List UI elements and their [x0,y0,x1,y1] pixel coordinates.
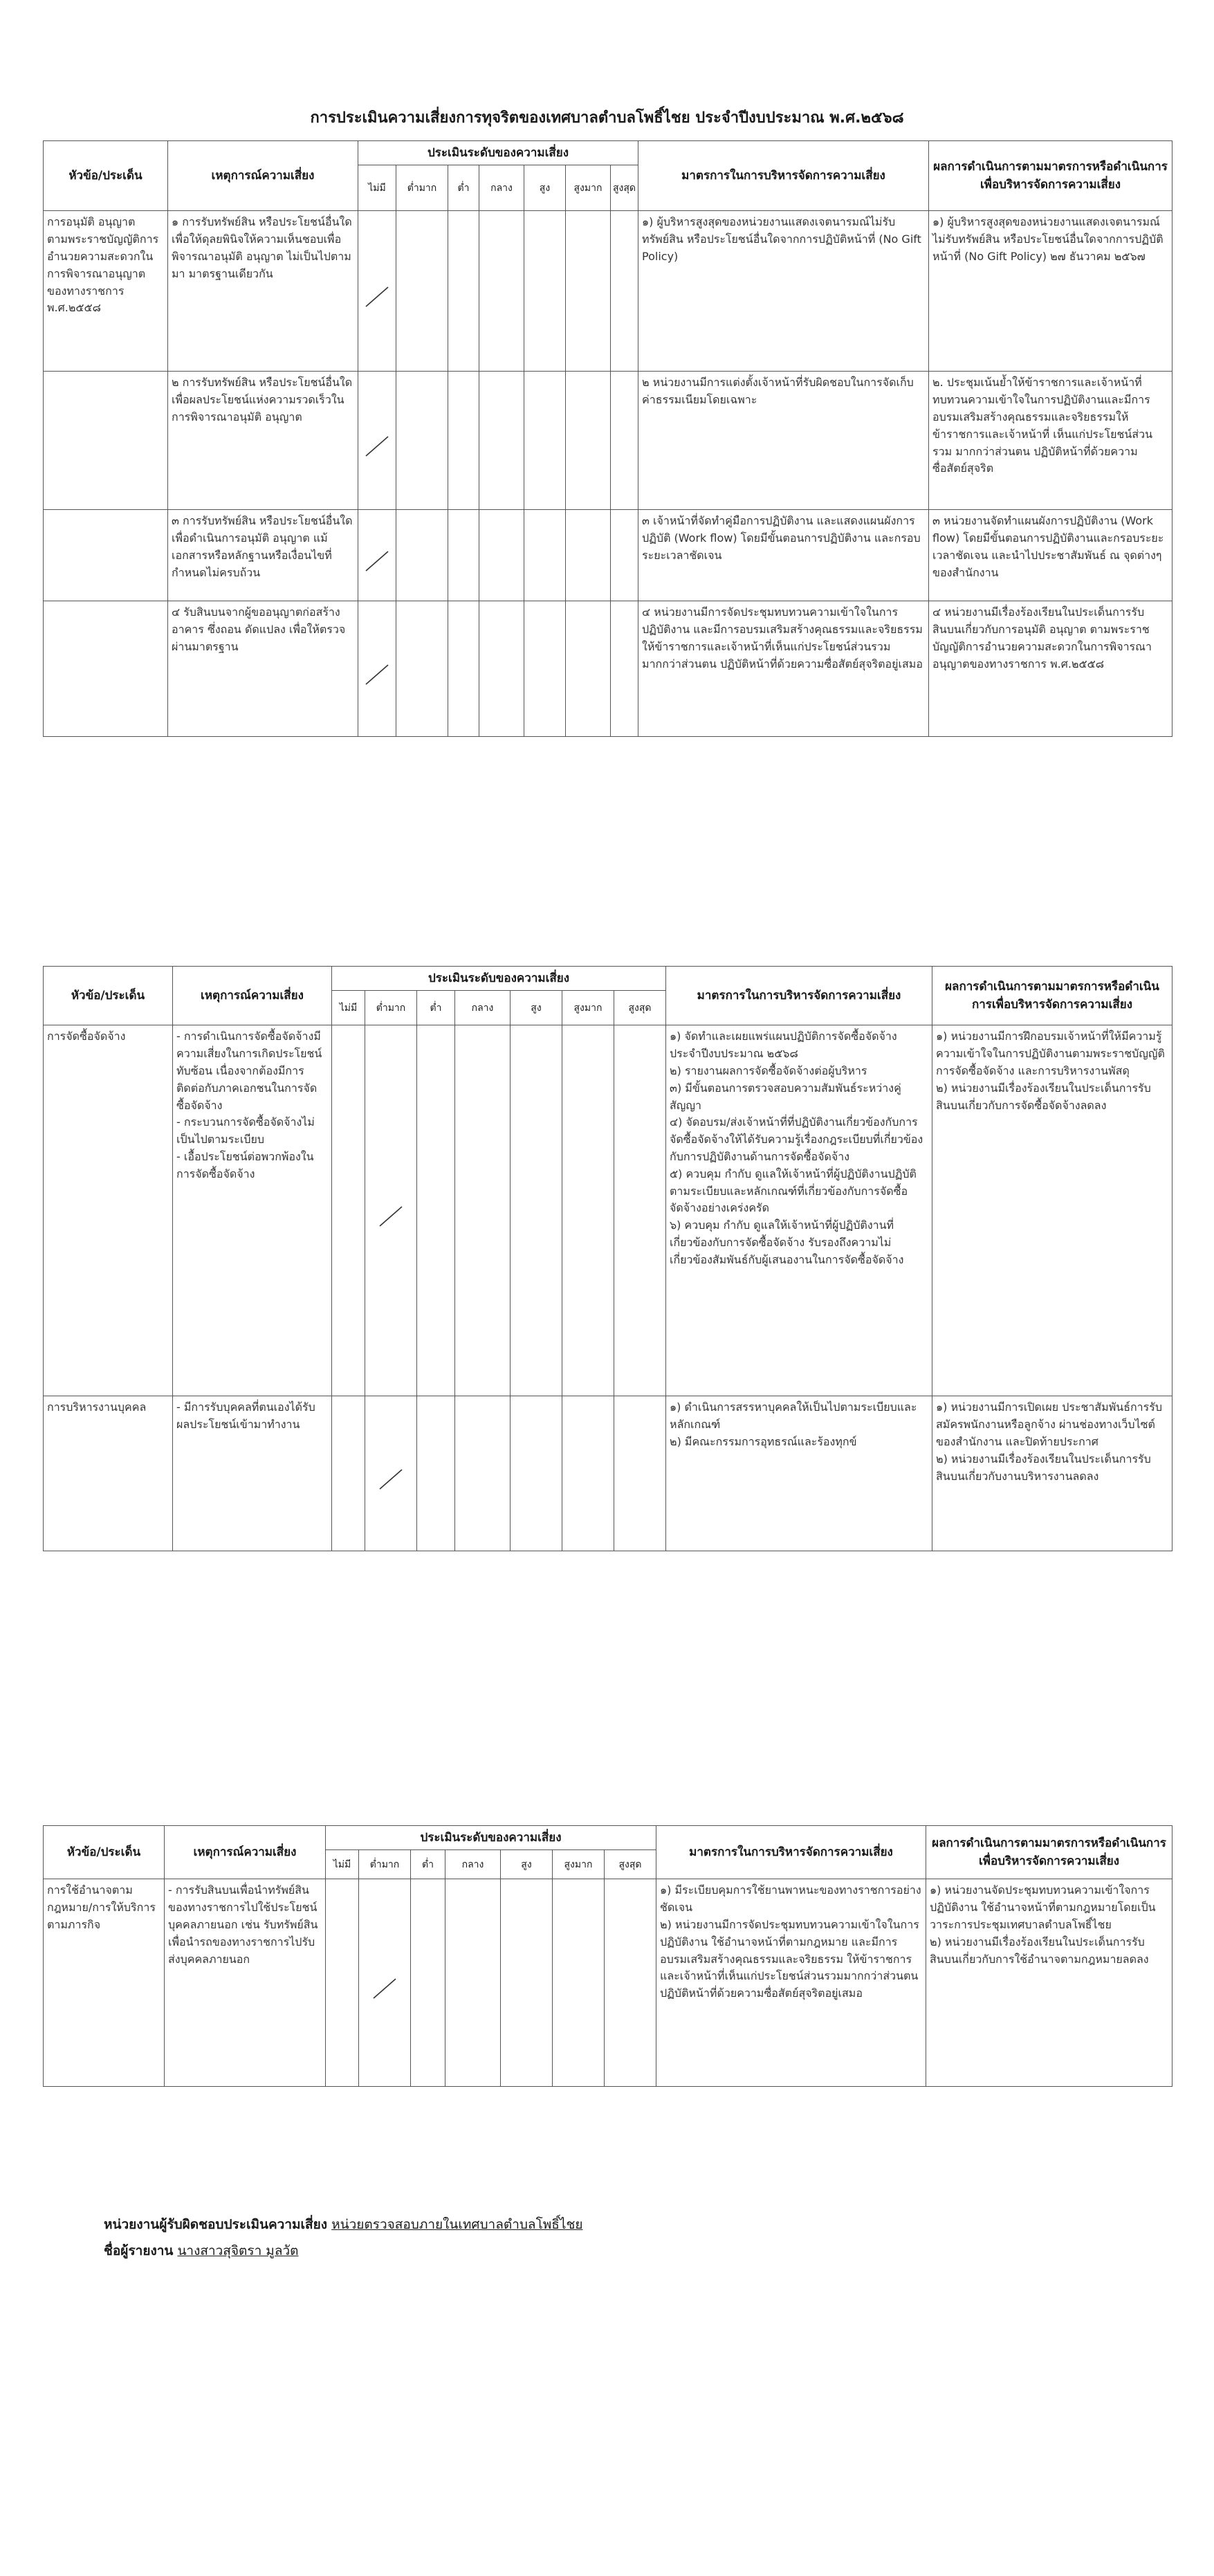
slash-mark-icon [363,661,391,688]
cell-level [365,1025,417,1396]
cell-level [524,510,566,601]
cell-level [479,601,524,737]
cell-result [929,601,1172,737]
header-level-high: สูง [524,165,566,211]
cell-measure-line: ๒ หน่วยงานมีการแต่งตั้งเจ้าหน้าที่รับผิดชอบในการจัดเก็บค่าธรรมเนียมโดยเฉพาะ [642,376,914,407]
cell-level [614,1396,666,1551]
footer-reporter [104,2240,298,2261]
cell-result-line: ๓ หน่วยงานจัดทำแผนผังการปฏิบัติงาน (Work flow) โดยมีขั้นตอนการปฏิบัติงานและกรอบระยะเวลาชัดเจน และนำไปประชาสัมพันธ์ ณ จุดต่างๆ ของสำนักงาน [932,514,1164,579]
cell-level [562,1396,614,1551]
header-measure: มาตรการในการบริหารจัดการความเสี่ยง [638,141,929,211]
cell-level [332,1025,365,1396]
footer-reporter-value: นางสาวสุจิตรา มูลวัต [177,2243,299,2258]
cell-event [173,1396,332,1551]
cell-measure-line: ๓) มีขั้นตอนการตรวจสอบความสัมพันธ์ระหว่างคู่สัญญา [670,1081,901,1112]
cell-level [614,1025,666,1396]
cell-result-line: ๒) หน่วยงานมีเรื่องร้องเรียนในประเด็นการรับสินบนเกี่ยวกับการใช้อำนาจตามกฎหมายลดลง [930,1935,1149,1966]
cell-measure-line: ๒) หน่วยงานมีการจัดประชุมทบทวนความเข้าใจในการปฏิบัติงาน ใช้อำนาจหน้าที่ตามกฎหมาย และมีการอบรมเสริมสร้างคุณธรรมและจริยธรรม ให้ข้าราชการและเจ้าหน้าที่เห็นแก่ประโยชน์ส่วนรวมมากกว่าส่วนตน ปฏิบัติหน้าที่ด้วยความซื่อสัตย์สุจริตอยู่เสมอ [660,1917,919,2000]
cell-event [168,372,358,510]
cell-result-line: ๑) ผู้บริหารสูงสุดของหน่วยงานแสดงเจตนารมณ์ไม่รับทรัพย์สิน หรือประโยชน์อื่นใดจากการปฏิบัติหน้าที่ (No Gift Policy) ๒๗ ธันวาคม ๒๕๖๗ [932,215,1164,263]
cell-level [396,510,448,601]
header-level-highest: สูงสุด [611,165,638,211]
cell-measure [666,1025,932,1396]
cell-measure-line: ๑) จัดทำและเผยแพร่แผนปฏิบัติการจัดซื้อจัดจ้างประจำปีงบประมาณ ๒๕๖๘ [670,1030,897,1061]
table-row [44,510,1172,601]
footer-unit [104,2214,583,2235]
slash-mark-icon [377,1203,405,1230]
cell-level [479,510,524,601]
footer-unit-value: หน่วยตรวจสอบภายในเทศบาลตำบลโพธิ์ไชย [331,2217,583,2232]
cell-level [611,601,638,737]
cell-level [566,372,611,510]
cell-topic [44,601,168,737]
cell-level [524,601,566,737]
cell-level [326,1879,359,2087]
header-topic: หัวข้อ/ประเด็น [44,141,168,211]
slash-mark-icon [363,432,391,460]
cell-result-line: ๒) หน่วยงานมีเรื่องร้องเรียนในประเด็นการรับสินบนเกี่ยวกับการจัดซื้อจัดจ้างลดลง [936,1081,1151,1112]
table-row [44,372,1172,510]
table-row [44,1879,1172,2087]
cell-event-line: - กระบวนการจัดซื้อจัดจ้างไม่เป็นไปตามระเบียบ [176,1115,315,1147]
header-level-very-high: สูงมาก [553,1850,605,1879]
cell-level [611,510,638,601]
cell-level [562,1025,614,1396]
cell-level [611,372,638,510]
cell-level [448,211,479,372]
header-topic: หัวข้อ/ประเด็น [44,967,173,1025]
cell-level [396,372,448,510]
cell-level [359,1879,411,2087]
cell-level [417,1396,455,1551]
slash-mark-icon [377,1465,405,1493]
cell-event [168,510,358,601]
cell-measure-line: ๒) รายงานผลการจัดซื้อจัดจ้างต่อผู้บริหาร [670,1063,867,1077]
header-result: ผลการดำเนินการตามมาตรการหรือดำเนินการเพื่อบริหารจัดการความเสี่ยง [926,1826,1172,1879]
table-row [44,211,1172,372]
cell-measure-line: ๑) มีระเบียบคุมการใช้ยานพาหนะของทางราชการอย่างชัดเจน [660,1883,921,1915]
cell-level [511,1396,562,1551]
cell-level [365,1396,417,1551]
cell-result-line: ๒. ประชุมเน้นย้ำให้ข้าราชการและเจ้าหน้าที่ทบทวนความเข้าใจในการปฏิบัติงานและมีการอบรมเสริมสร้างคุณธรรมและจริยธรรมให้ข้าราชการและเจ้าหน้าที่ เห็นแก่ประโยชน์ส่วนรวม มากกว่าส่วนตน ปฏิบัติหน้าที่ด้วยความซื่อสัตย์สุจริต [932,376,1153,475]
cell-topic-line: การจัดซื้อจัดจ้าง [47,1030,126,1043]
cell-level [448,372,479,510]
cell-level [479,372,524,510]
header-level-highest: สูงสุด [614,991,666,1025]
cell-result-line: ๒) หน่วยงานมีเรื่องร้องเรียนในประเด็นการรับสินบนเกี่ยวกับงานบริหารงานลดลง [936,1452,1151,1483]
cell-measure-line: ๓ เจ้าหน้าที่จัดทำคู่มือการปฏิบัติงาน และแสดงแผนผังการปฏิบัติ (Work flow) โดยมีขั้นตอนการปฏิบัติงาน และกรอบระยะเวลาชัดเจน [642,514,921,562]
cell-level [445,1879,501,2087]
risk-table-3 [43,1825,1172,2087]
header-topic: หัวข้อ/ประเด็น [44,1826,165,1879]
cell-result-line: ๑) หน่วยงานมีการเปิดเผย ประชาสัมพันธ์การรับสมัครพนักงานหรือลูกจ้าง ผ่านช่องทางเว็บไซต์ของสำนักงาน และปิดท้ายประกาศ [936,1400,1162,1448]
cell-result [929,211,1172,372]
cell-measure [666,1396,932,1551]
header-event: เหตุการณ์ความเสี่ยง [173,967,332,1025]
cell-event [168,601,358,737]
table-row [44,1025,1172,1396]
cell-result [926,1879,1172,2087]
slash-mark-icon [363,547,391,575]
header-level-none: ไม่มี [358,165,396,211]
risk-table-2 [43,966,1172,1551]
cell-level [411,1879,445,2087]
header-level-low: ต่ำ [417,991,455,1025]
cell-level [524,372,566,510]
cell-level [566,211,611,372]
cell-level [524,211,566,372]
cell-level [358,510,396,601]
cell-level [417,1025,455,1396]
slash-mark-icon [371,1975,398,2002]
header-measure: มาตรการในการบริหารจัดการความเสี่ยง [656,1826,926,1879]
cell-level [479,211,524,372]
cell-result [932,1396,1172,1551]
cell-level [448,601,479,737]
cell-level [553,1879,605,2087]
document-title: การประเมินความเสี่ยงการทุจริตของเทศบาลตำบลโพธิ์ไชย ประจำปีงบประมาณ พ.ศ.๒๕๖๘ [310,109,904,127]
header-result: ผลการดำเนินการตามมาตรการหรือดำเนินการเพื่อบริหารจัดการความเสี่ยง [932,967,1172,1025]
cell-level [566,601,611,737]
header-level-very-low: ต่ำมาก [396,165,448,211]
cell-level [566,510,611,601]
footer-reporter-label: ชื่อผู้รายงาน [104,2243,174,2258]
cell-measure-line: ๑) ดำเนินการสรรหาบุคคลให้เป็นไปตามระเบียบและหลักเกณฑ์ [670,1400,917,1432]
cell-topic-line: การอนุมัติ อนุญาต ตามพระราชบัญญัติการอำนวยความสะดวกในการพิจารณาอนุญาตของทางราชการ พ.ศ.๒๕๕๘ [47,215,159,315]
cell-measure-line: ๑) ผู้บริหารสูงสุดของหน่วยงานแสดงเจตนารมณ์ไม่รับทรัพย์สิน หรือประโยชน์อื่นใดจากการปฏิบัติหน้าที่ (No Gift Policy) [642,215,921,263]
cell-level [455,1396,511,1551]
cell-level [611,211,638,372]
cell-event-line: ๒ การรับทรัพย์สิน หรือประโยชน์อื่นใด เพื่อผลประโยชน์แห่งความรวดเร็วในการพิจารณาอนุมัติ อนุญาต [172,376,353,423]
cell-level [332,1396,365,1551]
cell-topic [44,1879,165,2087]
cell-topic [44,1025,173,1396]
cell-level [396,211,448,372]
cell-event-line: ๑ การรับทรัพย์สิน หรือประโยชน์อื่นใดเพื่อให้ดุลยพินิจให้ความเห็นชอบเพื่อพิจารณาอนุมัติ อนุญาต ไม่เป็นไปตามมา มาตรฐานเดียวกัน [172,215,352,280]
header-level-high: สูง [501,1850,553,1879]
header-level-low: ต่ำ [448,165,479,211]
cell-event-line: - เอื้อประโยชน์ต่อพวกพ้องในการจัดซื้อจัดจ้าง [176,1149,314,1180]
header-level-high: สูง [511,991,562,1025]
cell-level [605,1879,656,2087]
cell-result-line: ๑) หน่วยงานจัดประชุมทบทวนความเข้าใจการปฏิบัติงาน ใช้อำนาจหน้าที่ตามกฎหมายโดยเป็นวาระการประชุมเทศบาลตำบลโพธิ์ไชย [930,1883,1156,1931]
cell-level [396,601,448,737]
header-level-group: ประเมินระดับของความเสี่ยง [332,967,666,991]
cell-measure-line: ๒) มีคณะกรรมการอุทธรณ์และร้องทุกข์ [670,1434,857,1448]
header-level-very-low: ต่ำมาก [359,1850,411,1879]
header-result: ผลการดำเนินการตามมาตรการหรือดำเนินการเพื่อบริหารจัดการความเสี่ยง [929,141,1172,211]
cell-topic-line: การใช้อำนาจตามกฎหมาย/การให้บริการตามภารกิจ [47,1883,156,1931]
cell-measure [638,601,929,737]
cell-level [501,1879,553,2087]
cell-event-line: - การรับสินบนเพื่อนำทรัพย์สินของทางราชการไปใช้ประโยชน์บุคคลภายนอก เช่น รับทรัพย์สินเพื่อนำรถของทางราชการไปรับส่งบุคคลภายนอก [168,1883,318,1966]
footer-unit-label: หน่วยงานผู้รับผิดชอบประเมินความเสี่ยง [104,2217,328,2232]
cell-level [511,1025,562,1396]
cell-result [929,372,1172,510]
cell-measure [638,510,929,601]
cell-topic [44,372,168,510]
slash-mark-icon [363,283,391,311]
cell-measure [638,372,929,510]
cell-result-line: ๑) หน่วยงานมีการฝึกอบรมเจ้าหน้าที่ให้มีความรู้ ความเข้าใจในการปฏิบัติงานตามพระราชบัญญัติการจัดซื้อจัดจ้าง และการบริหารงานพัสดุ [936,1030,1165,1077]
cell-event-line: - มีการรับบุคคลที่ตนเองได้รับผลประโยชน์เข้ามาทำงาน [176,1400,315,1432]
table-row [44,601,1172,737]
header-event: เหตุการณ์ความเสี่ยง [165,1826,326,1879]
cell-measure-line: ๕) ควบคุม กำกับ ดูแลให้เจ้าหน้าที่ผู้ปฏิบัติงานปฏิบัติตามระเบียบและหลักเกณฑ์ที่เกี่ยวข้องกับการจัดซื้อจัดจ้างอย่างเคร่งครัด [670,1167,917,1215]
header-level-none: ไม่มี [326,1850,359,1879]
header-level-none: ไม่มี [332,991,365,1025]
header-level-medium: กลาง [455,991,511,1025]
header-level-low: ต่ำ [411,1850,445,1879]
header-measure: มาตรการในการบริหารจัดการความเสี่ยง [666,967,932,1025]
header-level-very-high: สูงมาก [566,165,611,211]
cell-result [929,510,1172,601]
cell-measure [656,1879,926,2087]
risk-table-1 [43,140,1172,737]
cell-event [173,1025,332,1396]
header-level-group: ประเมินระดับของความเสี่ยง [358,141,638,165]
cell-topic [44,211,168,372]
cell-event [168,211,358,372]
cell-event [165,1879,326,2087]
cell-topic [44,1396,173,1551]
header-level-group: ประเมินระดับของความเสี่ยง [326,1826,656,1850]
header-level-highest: สูงสุด [605,1850,656,1879]
cell-event-line: - การดำเนินการจัดซื้อจัดจ้างมีความเสี่ยงในการเกิดประโยชน์ทับซ้อน เนื่องจากต้องมีการติดต่อกับภาคเอกชนในการจัดซื้อจัดจ้าง [176,1030,322,1112]
cell-measure-line: ๔ หน่วยงานมีการจัดประชุมทบทวนความเข้าใจในการปฏิบัติงาน และมีการอบรมเสริมสร้างคุณธรรมและจริยธรรม ให้ข้าราชการและเจ้าหน้าที่เห็นแก่ประโยชน์ส่วนรวมมากกว่าส่วนตน ปฏิบัติหน้าที่ด้วยความซื่อสัตย์สุจริตอยู่เสมอ [642,605,923,670]
cell-measure [638,211,929,372]
cell-measure-line: ๔) จัดอบรม/ส่งเจ้าหน้าที่ที่ปฏิบัติงานเกี่ยวข้องกับการจัดซื้อจัดจ้างให้ได้รับความรู้เรื่องกฎระเบียบที่เกี่ยวข้องกับการปฏิบัติงานด้านการจัดซื้อจัดจ้าง [670,1115,923,1163]
cell-event-line: ๓ การรับทรัพย์สิน หรือประโยชน์อื่นใด เพื่อดำเนินการอนุมัติ อนุญาต แม้เอกสารหรือหลักฐานหรือเงื่อนไขที่กำหนดไม่ครบถ้วน [172,514,353,579]
cell-result [932,1025,1172,1396]
header-event: เหตุการณ์ความเสี่ยง [168,141,358,211]
cell-level [448,510,479,601]
cell-level [358,601,396,737]
cell-topic-line: การบริหารงานบุคคล [47,1400,147,1414]
header-level-medium: กลาง [445,1850,501,1879]
cell-level [358,372,396,510]
cell-result-line: ๔ หน่วยงานมีเรื่องร้องเรียนในประเด็นการรับสินบนเกี่ยวกับการอนุมัติ อนุญาต ตามพระราชบัญญัติการอำนวยความสะดวกในการพิจารณาอนุญาตของทางราชการ พ.ศ.๒๕๕๘ [932,605,1152,670]
cell-topic [44,510,168,601]
cell-level [358,211,396,372]
cell-measure-line: ๖) ควบคุม กำกับ ดูแลให้เจ้าหน้าที่ผู้ปฏิบัติงานที่เกี่ยวข้องกับการจัดซื้อจัดจ้าง รับรองถึงความไม่เกี่ยวข้องสัมพันธ์กับผู้เสนองานในการจัดซื้อจัดจ้าง [670,1218,904,1266]
header-level-medium: กลาง [479,165,524,211]
header-level-very-high: สูงมาก [562,991,614,1025]
header-level-very-low: ต่ำมาก [365,991,417,1025]
table-row [44,1396,1172,1551]
cell-level [455,1025,511,1396]
cell-event-line: ๔ รับสินบนจากผู้ขออนุญาตก่อสร้างอาคาร ซึ่งถอน ดัดแปลง เพื่อให้ตรวจผ่านมาตรฐาน [172,605,346,653]
